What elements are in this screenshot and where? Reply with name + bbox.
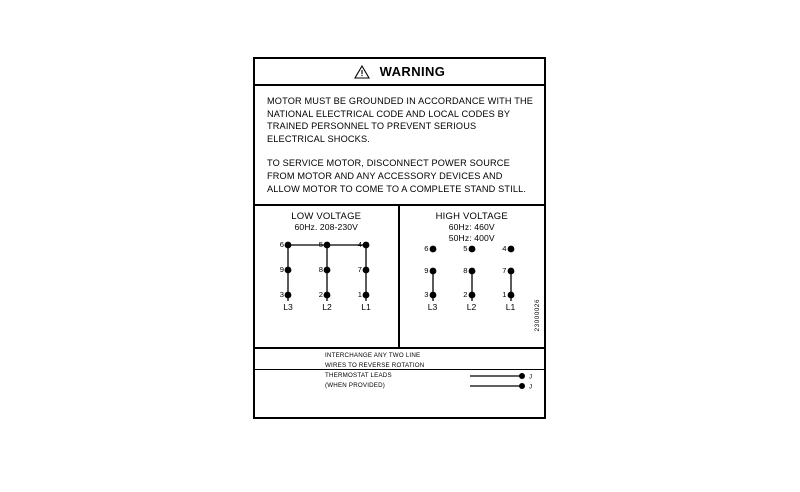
warning-paragraph-2: TO SERVICE MOTOR, DISCONNECT POWER SOURCE FROM MOTOR AND ANY ACCESSORY DEVICES AND ALLOW MOTOR TO COME TO A COMPLETE STAND STILL. (267, 158, 527, 194)
rotation-note-line-2: WIRES TO REVERSE ROTATION (255, 361, 544, 371)
high-voltage-wiring (400, 243, 545, 317)
line-label-l1: L1 (361, 301, 371, 312)
rotation-note-line-1: INTERCHANGE ANY TWO LINE (325, 352, 421, 359)
thermostat-leads-icon (468, 371, 538, 393)
terminal-number: 1 (502, 290, 507, 299)
high-voltage-title: HIGH VOLTAGE (435, 211, 508, 222)
svg-text:J: J (529, 384, 532, 391)
diagram-high-voltage (400, 206, 545, 347)
terminal-number: 7 (502, 266, 507, 275)
line-label-l2: L2 (466, 302, 477, 312)
terminal-number: 6 (424, 244, 429, 253)
line-label-l1: L1 (505, 302, 516, 312)
terminal-number: 5 (318, 239, 323, 249)
terminal-number: 8 (318, 264, 323, 274)
thermostat-note-block (255, 370, 544, 393)
wiring-diagrams (255, 206, 544, 349)
thermostat-note-line-1: THERMOSTAT LEADS (325, 372, 392, 379)
line-label-l2: L2 (322, 301, 332, 312)
warning-paragraph-1: MOTOR MUST BE GROUNDED IN ACCORDANCE WITH THE NATIONAL ELECTRICAL CODE AND LOCAL CODES BY TRAINED PERSONNEL TO PREVENT SERIOUS ELECTRICAL SHOCKS. (267, 96, 534, 144)
part-code: 23000026 (534, 298, 541, 331)
terminal-number: 3 (424, 290, 429, 299)
line-label-l3: L3 (283, 301, 293, 312)
low-voltage-subtitle-1: 60Hz. 208-230V (294, 222, 358, 232)
terminal-number: 1 (357, 289, 362, 299)
terminal-number: 2 (463, 290, 468, 299)
terminal-number: 8 (463, 266, 468, 275)
terminal-number: 4 (502, 244, 507, 253)
low-voltage-wiring (255, 233, 398, 319)
thermostat-note-line-2: (WHEN PROVIDED) (325, 382, 386, 389)
terminal-number: 4 (357, 239, 362, 249)
svg-text:J: J (529, 374, 532, 381)
terminal-number: 7 (357, 264, 362, 274)
diagram-low-voltage (255, 206, 400, 347)
warning-triangle-icon (354, 65, 370, 79)
terminal-number: 9 (424, 266, 429, 275)
line-label-l3: L3 (427, 302, 438, 312)
terminal-number: 9 (279, 264, 284, 274)
warning-text-block (255, 86, 544, 206)
low-voltage-title: LOW VOLTAGE (291, 211, 362, 222)
terminal-number: 5 (463, 244, 468, 253)
motor-warning-label (253, 57, 546, 419)
high-voltage-subtitle-2: 50Hz: 400V (448, 232, 495, 243)
terminal-number: 2 (318, 289, 323, 299)
terminal-number: 3 (279, 289, 284, 299)
warning-header (255, 59, 544, 86)
footer-notes (255, 349, 544, 393)
terminal-number: 6 (279, 239, 284, 249)
high-voltage-subtitle-1: 60Hz: 460V (448, 222, 495, 232)
warning-title: WARNING (379, 64, 446, 79)
